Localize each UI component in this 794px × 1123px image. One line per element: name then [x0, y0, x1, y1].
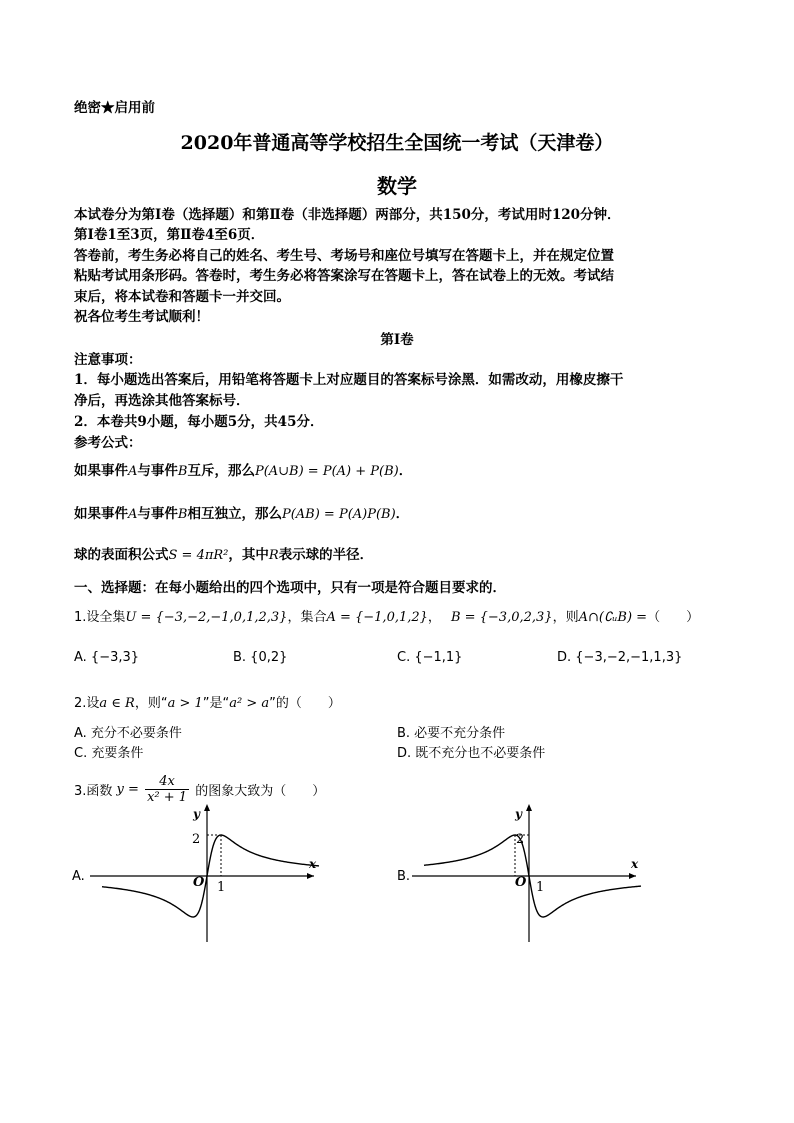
question-1: [74, 606, 699, 625]
q3-prefix: 3.函数: [74, 784, 113, 799]
formula2-event-b: B: [177, 507, 188, 522]
q3-graph-a-tick-1: 1: [217, 880, 226, 895]
formula-line-3: [74, 543, 373, 563]
formula-line-2: [74, 502, 409, 522]
formula-line-1: [74, 459, 412, 479]
q3-graph-b-y-label: y: [515, 807, 522, 821]
formula2-text3: 相互独立，那么: [187, 506, 282, 522]
q2-option-c[interactable]: C. 充要条件: [74, 746, 144, 761]
intro-line-3: 答卷前，考生务必将自己的姓名、考生号、考场号和座位号填写在答题卡上，并在规定位置: [74, 248, 614, 264]
q1-set-u: U = {−3,−2,−1,0,1,2,3}: [125, 610, 288, 625]
q1-paren: （ ）: [647, 610, 700, 625]
notes-heading: 注意事项：: [74, 352, 142, 368]
formula3-text1: 球的表面积公式: [74, 547, 169, 563]
formula-heading: 参考公式：: [74, 435, 142, 451]
q3-graph-b-origin: O: [515, 875, 527, 890]
q2-option-b[interactable]: B. 必要不充分条件: [397, 726, 506, 741]
formula1-text1: 如果事件: [74, 463, 128, 479]
q3-numerator: 4x: [145, 774, 189, 790]
formula2-text1: 如果事件: [74, 506, 128, 522]
q1-prefix: 1.设全集: [74, 610, 126, 625]
formula1-expression: P(A∪B) = P(A) + P(B): [254, 464, 399, 479]
q3-graph-a-origin: O: [193, 875, 205, 890]
q3-graph-a-y-label: y: [193, 807, 200, 821]
q3-graph-b-x-label: x: [631, 857, 639, 871]
q1-expression: A∩(∁ᵤB) =: [578, 610, 648, 625]
q2-mid2: ”是“: [202, 696, 230, 711]
formula1-event-b: B: [177, 464, 188, 479]
intro-line-4: 粘贴考试用条形码。答卷时，考生务必将答案涂写在答题卡上，答在试卷上的无效。考试结: [74, 268, 614, 284]
q1-mid1: ，集合: [287, 610, 327, 625]
q1-option-a[interactable]: A. {−3,3}: [74, 650, 140, 665]
q3-graph-a-tick-2: 2: [192, 832, 201, 847]
formula2-end: ．: [395, 506, 410, 522]
formula1-text2: 与事件: [137, 463, 178, 479]
formula3-text3: 表示球的半径．: [278, 547, 374, 563]
intro-line-5: 束后，将本试卷和答题卡一并交回。: [74, 289, 290, 305]
q3-suffix: 的图象大致为（ ）: [195, 784, 326, 799]
formula3-text2: ，其中: [228, 547, 269, 563]
q2-mid: ，则“: [134, 696, 168, 711]
q2-condition-2: a² > a: [229, 696, 270, 711]
formula2-text2: 与事件: [137, 506, 178, 522]
note-2: 2．本卷共9小题，每小题5分，共45分．: [74, 414, 324, 430]
q2-prefix: 2.设: [74, 696, 100, 711]
q2-option-a[interactable]: A. 充分不必要条件: [74, 726, 182, 741]
formula1-text3: 互斥，那么: [187, 463, 255, 479]
q3-denominator: x² + 1: [147, 790, 188, 805]
intro-line-1: 本试卷分为第Ⅰ卷（选择题）和第Ⅱ卷（非选择题）两部分，共150分，考试用时120分钟．: [74, 207, 621, 223]
q3-graph-b-tick-1: 1: [536, 880, 545, 895]
q3-graph-a[interactable]: [90, 800, 330, 950]
q3-graph-b[interactable]: [412, 800, 652, 950]
q1-sep: ，: [427, 610, 441, 625]
q1-option-d[interactable]: D. {−3,−2,−1,1,3}: [557, 650, 683, 665]
intro-line-2: 第Ⅰ卷1至3页，第Ⅱ卷4至6页．: [74, 227, 265, 243]
confidential-label: 绝密★启用前: [74, 100, 155, 116]
note-1b: 净后，再选涂其他答案标号．: [74, 393, 250, 409]
section1-heading: 一、选择题：在每小题给出的四个选项中，只有一项是符合题目要求的．: [74, 580, 506, 596]
q2-end: ”的（ ）: [269, 696, 341, 711]
subject-title: 数学: [377, 174, 417, 198]
q1-set-b: B = {−3,0,2,3}: [450, 610, 553, 625]
formula2-event-a: A: [128, 507, 138, 522]
q1-set-a: A = {−1,0,1,2}: [326, 610, 428, 625]
q1-mid2: ，则: [552, 610, 579, 625]
part1-heading: 第Ⅰ卷: [380, 332, 414, 348]
formula2-expression: P(AB) = P(A)P(B): [281, 507, 396, 522]
intro-line-6: 祝各位考生考试顺利！: [74, 309, 209, 325]
q3-option-b-label[interactable]: B.: [397, 869, 411, 884]
exam-title: 2020年普通高等学校招生全国统一考试（天津卷）: [180, 132, 614, 154]
formula1-end: ．: [398, 463, 413, 479]
q3-graph-a-x-label: x: [309, 857, 317, 871]
formula3-radius: R: [268, 548, 279, 563]
formula3-expression: S = 4πR²: [168, 548, 229, 563]
note-1a: 1．每小题选出答案后，用铅笔将答题卡上对应题目的答案标号涂黑．如需改动，用橡皮擦干: [74, 372, 624, 388]
q3-option-a-label[interactable]: A.: [72, 869, 85, 884]
q3-graph-b-tick-2: 2: [516, 832, 525, 847]
question-2: [74, 692, 341, 711]
formula1-event-a: A: [128, 464, 138, 479]
q2-condition-1: a > 1: [167, 696, 203, 711]
q2-option-d[interactable]: D. 既不充分也不必要条件: [397, 746, 546, 761]
q2-domain: a ∈ R: [99, 696, 135, 711]
q1-option-c[interactable]: C. {−1,1}: [397, 650, 463, 665]
q1-option-b[interactable]: B. {0,2}: [233, 650, 288, 665]
q3-y: y =: [116, 782, 139, 797]
